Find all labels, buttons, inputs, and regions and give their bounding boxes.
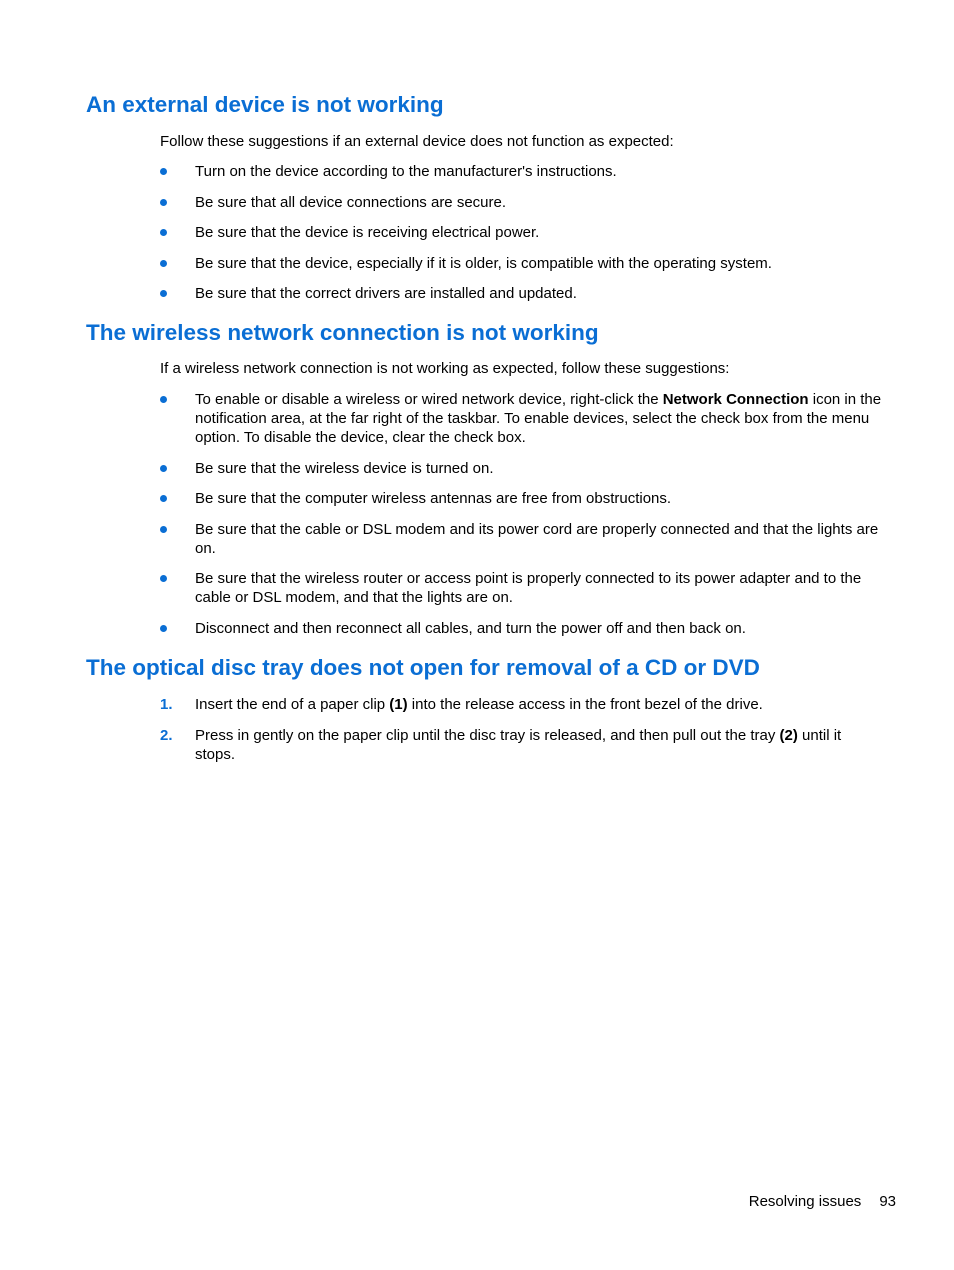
list-item-text: Disconnect and then reconnect all cables, and turn the power off and then back on. — [195, 619, 746, 637]
step-number: 2. — [160, 726, 173, 744]
bullet-icon — [160, 199, 167, 206]
step-item — [160, 726, 885, 764]
page-number: 93 — [879, 1193, 896, 1210]
list-item-text: Be sure that all device connections are secure. — [195, 193, 507, 211]
step-number: 1. — [160, 696, 173, 713]
section-intro-external-device: Follow these suggestions if an external device does not function as expected: — [160, 133, 674, 150]
callout-label: (1) — [389, 696, 408, 713]
list-item-text: Be sure that the wireless device is turned on. — [195, 459, 494, 477]
list-item-text: Turn on the device according to the manufacturer's instructions. — [195, 163, 617, 180]
step-list-optical-disc — [160, 695, 885, 775]
list-item-text: Be sure that the device is receiving electrical power. — [195, 224, 540, 241]
step-text-after: until it stops. — [195, 726, 842, 763]
list-item — [160, 390, 885, 447]
section-heading-optical-disc: The optical disc tray does not open for removal of a CD or DVD — [86, 655, 760, 680]
list-item — [160, 162, 885, 181]
step-text-after: into the release access in the front bezel of the drive. — [407, 696, 763, 713]
bullet-icon — [160, 260, 167, 267]
list-item — [160, 520, 885, 558]
network-connection-label: Network Connection — [662, 391, 809, 408]
list-item-text: Be sure that the wireless router or access point is properly connected to its power adapter and to the cable or DSL modem, and that the lights are on. — [195, 570, 862, 606]
bullet-icon — [160, 396, 167, 403]
list-item — [160, 223, 885, 242]
step-text-before: Insert the end of a paper clip — [195, 696, 390, 713]
callout-label: (2) — [779, 726, 798, 744]
step-text-before: Press in gently on the paper clip until the disc tray is released, and then pull out the tray — [195, 726, 780, 744]
list-item-text: Be sure that the device, especially if it is older, is compatible with the operating system. — [195, 254, 772, 272]
list-item-text: Be sure that the computer wireless antennas are free from obstructions. — [195, 490, 672, 507]
section-heading-external-device: An external device is not working — [86, 92, 444, 117]
list-item — [160, 193, 885, 212]
list-item-text-before: To enable or disable a wireless or wired network device, right-click the — [195, 391, 663, 408]
list-item — [160, 284, 885, 303]
bullet-icon — [160, 168, 167, 175]
bullet-icon — [160, 290, 167, 297]
list-item-text: Be sure that the correct drivers are installed and updated. — [195, 285, 577, 302]
list-item — [160, 459, 885, 478]
page-footer — [749, 1192, 896, 1211]
list-item — [160, 619, 885, 638]
bullet-icon — [160, 625, 167, 632]
bullet-icon — [160, 495, 167, 502]
footer-section-label: Resolving issues — [748, 1193, 862, 1210]
list-item — [160, 489, 885, 508]
list-item-text: Be sure that the cable or DSL modem and its power cord are properly connected and that the lights are on. — [195, 520, 879, 557]
bullet-list-wireless — [160, 390, 885, 649]
section-heading-wireless: The wireless network connection is not working — [86, 320, 599, 345]
list-item — [160, 254, 885, 273]
list-item — [160, 569, 885, 607]
bullet-icon — [160, 229, 167, 236]
section-intro-wireless: If a wireless network connection is not working as expected, follow these suggestions: — [160, 360, 730, 377]
bullet-icon — [160, 526, 167, 533]
bullet-icon — [160, 575, 167, 582]
step-item — [160, 695, 885, 714]
list-item-text-after: icon in the notification area, at the far right of the taskbar. To enable devices, select the check box from the menu option. To disable the device, clear the check box. — [195, 391, 882, 446]
bullet-icon — [160, 465, 167, 472]
bullet-list-external-device — [160, 162, 885, 315]
